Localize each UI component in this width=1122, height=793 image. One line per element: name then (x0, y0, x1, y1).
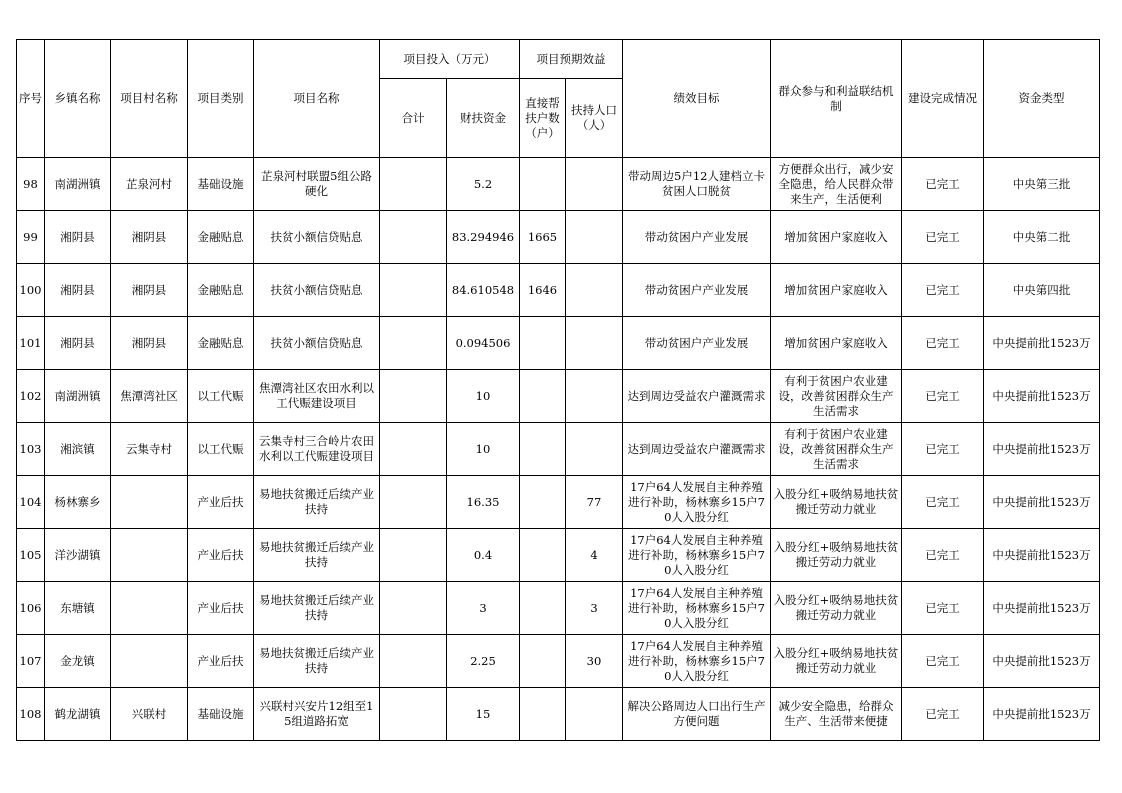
cell-people (566, 158, 623, 211)
mechanism-text: 增加贫困户家庭收入 (784, 335, 888, 350)
cell-mechanism (771, 476, 902, 529)
cell-village: 湘阴县 (111, 264, 188, 317)
table-row (17, 158, 1100, 211)
cell-category: 基础设施 (188, 688, 254, 741)
cell-category: 金融贴息 (188, 317, 254, 370)
header-total: 合计 (380, 79, 447, 158)
cell-project: 扶贫小额信贷贴息 (254, 317, 380, 370)
cell-households: 1665 (520, 211, 566, 264)
cell-people: 3 (566, 582, 623, 635)
cell-town: 南湖洲镇 (45, 370, 111, 423)
cell-village (111, 582, 188, 635)
cell-town: 东塘镇 (45, 582, 111, 635)
cell-households (520, 688, 566, 741)
cell-town: 鹤龙湖镇 (45, 688, 111, 741)
cell-project: 扶贫小额信贷贴息 (254, 264, 380, 317)
header-fund: 财扶资金 (447, 79, 520, 158)
cell-fund: 5.2 (447, 158, 520, 211)
cell-category: 以工代赈 (188, 423, 254, 476)
cell-category: 产业后扶 (188, 635, 254, 688)
cell-seq: 107 (17, 635, 45, 688)
header-fund-type: 资金类型 (984, 40, 1100, 158)
cell-seq: 100 (17, 264, 45, 317)
header-people: 扶持人口（人） (566, 79, 623, 158)
cell-households (520, 158, 566, 211)
cell-town: 南湖洲镇 (45, 158, 111, 211)
cell-seq: 99 (17, 211, 45, 264)
cell-category: 产业后扶 (188, 529, 254, 582)
cell-status: 已完工 (902, 688, 984, 741)
cell-fund-type: 中央提前批1523万 (984, 317, 1100, 370)
cell-people (566, 264, 623, 317)
cell-fund: 84.610548 (447, 264, 520, 317)
cell-status: 已完工 (902, 529, 984, 582)
cell-village: 兴联村 (111, 688, 188, 741)
cell-households (520, 317, 566, 370)
cell-households (520, 635, 566, 688)
cell-fund: 0.094506 (447, 317, 520, 370)
cell-total (380, 476, 447, 529)
cell-people (566, 688, 623, 741)
cell-town: 湘阴县 (45, 317, 111, 370)
header-goal: 绩效目标 (623, 40, 771, 158)
table-body (17, 158, 1100, 741)
cell-village: 焦潭湾社区 (111, 370, 188, 423)
cell-mechanism (771, 158, 902, 211)
cell-village: 湘阴县 (111, 317, 188, 370)
cell-people (566, 423, 623, 476)
cell-mechanism (771, 582, 902, 635)
cell-village: 芷泉河村 (111, 158, 188, 211)
cell-seq: 103 (17, 423, 45, 476)
cell-fund: 10 (447, 423, 520, 476)
cell-status: 已完工 (902, 264, 984, 317)
cell-households: 1646 (520, 264, 566, 317)
cell-mechanism (771, 529, 902, 582)
cell-households (520, 476, 566, 529)
cell-goal: 17户64人发展自主种养殖进行补助，杨林寨乡15户70人入股分红 (623, 476, 771, 529)
cell-goal: 带动贫困户产业发展 (623, 264, 771, 317)
cell-category: 基础设施 (188, 158, 254, 211)
cell-total (380, 688, 447, 741)
header-village: 项目村名称 (111, 40, 188, 158)
cell-seq: 102 (17, 370, 45, 423)
table-row (17, 264, 1100, 317)
cell-town: 湘阴县 (45, 264, 111, 317)
cell-fund-type: 中央第二批 (984, 211, 1100, 264)
mechanism-text: 入股分红+吸纳易地扶贫搬迁劳动力就业 (773, 540, 899, 569)
cell-people: 4 (566, 529, 623, 582)
cell-town: 湘阴县 (45, 211, 111, 264)
cell-status: 已完工 (902, 423, 984, 476)
cell-total (380, 423, 447, 476)
cell-town: 洋沙湖镇 (45, 529, 111, 582)
cell-category: 以工代赈 (188, 370, 254, 423)
cell-goal: 17户64人发展自主种养殖进行补助，杨林寨乡15户70人入股分红 (623, 635, 771, 688)
cell-households (520, 529, 566, 582)
header-category: 项目类别 (188, 40, 254, 158)
cell-fund: 3 (447, 582, 520, 635)
cell-people: 30 (566, 635, 623, 688)
cell-households (520, 370, 566, 423)
cell-fund-type: 中央提前批1523万 (984, 423, 1100, 476)
cell-status: 已完工 (902, 211, 984, 264)
cell-status: 已完工 (902, 370, 984, 423)
header-mechanism: 群众参与和利益联结机制 (771, 40, 902, 158)
cell-goal: 解决公路周边人口出行生产方便问题 (623, 688, 771, 741)
cell-fund-type: 中央第三批 (984, 158, 1100, 211)
cell-mechanism (771, 370, 902, 423)
mechanism-text: 入股分红+吸纳易地扶贫搬迁劳动力就业 (773, 487, 899, 516)
cell-project: 兴联村兴安片12组至15组道路拓宽 (254, 688, 380, 741)
cell-fund: 83.294946 (447, 211, 520, 264)
cell-fund: 2.25 (447, 635, 520, 688)
cell-goal: 17户64人发展自主种养殖进行补助，杨林寨乡15户70人入股分红 (623, 582, 771, 635)
table-row (17, 476, 1100, 529)
cell-fund-type: 中央提前批1523万 (984, 582, 1100, 635)
cell-village (111, 635, 188, 688)
cell-total (380, 529, 447, 582)
cell-project: 易地扶贫搬迁后续产业扶持 (254, 476, 380, 529)
cell-category: 金融贴息 (188, 264, 254, 317)
cell-people (566, 317, 623, 370)
cell-fund-type: 中央提前批1523万 (984, 688, 1100, 741)
cell-total (380, 582, 447, 635)
cell-fund: 15 (447, 688, 520, 741)
cell-status: 已完工 (902, 582, 984, 635)
cell-total (380, 370, 447, 423)
cell-total (380, 158, 447, 211)
cell-fund-type: 中央第四批 (984, 264, 1100, 317)
cell-village (111, 476, 188, 529)
cell-town: 杨林寨乡 (45, 476, 111, 529)
cell-households (520, 582, 566, 635)
cell-status: 已完工 (902, 317, 984, 370)
header-investment: 项目投入（万元） (380, 40, 520, 79)
cell-goal: 17户64人发展自主种养殖进行补助，杨林寨乡15户70人入股分红 (623, 529, 771, 582)
cell-town: 金龙镇 (45, 635, 111, 688)
cell-seq: 98 (17, 158, 45, 211)
mechanism-text: 增加贫困户家庭收入 (784, 229, 888, 244)
cell-people: 77 (566, 476, 623, 529)
table-row (17, 317, 1100, 370)
cell-total (380, 211, 447, 264)
cell-status: 已完工 (902, 635, 984, 688)
cell-category: 产业后扶 (188, 476, 254, 529)
cell-mechanism (771, 264, 902, 317)
cell-project: 云集寺村三合岭片农田水利以工代赈建设项目 (254, 423, 380, 476)
table-row (17, 688, 1100, 741)
cell-goal: 达到周边受益农户灌溉需求 (623, 423, 771, 476)
cell-fund-type: 中央提前批1523万 (984, 370, 1100, 423)
cell-status: 已完工 (902, 158, 984, 211)
table-row (17, 370, 1100, 423)
cell-seq: 108 (17, 688, 45, 741)
cell-project: 易地扶贫搬迁后续产业扶持 (254, 529, 380, 582)
cell-households (520, 423, 566, 476)
cell-seq: 106 (17, 582, 45, 635)
cell-total (380, 635, 447, 688)
mechanism-text: 增加贫困户家庭收入 (784, 282, 888, 297)
cell-goal: 带动贫困户产业发展 (623, 317, 771, 370)
cell-mechanism (771, 211, 902, 264)
cell-mechanism (771, 688, 902, 741)
table-row (17, 529, 1100, 582)
cell-category: 金融贴息 (188, 211, 254, 264)
cell-fund-type: 中央提前批1523万 (984, 635, 1100, 688)
cell-fund: 16.35 (447, 476, 520, 529)
header-town: 乡镇名称 (45, 40, 111, 158)
cell-fund: 0.4 (447, 529, 520, 582)
mechanism-text: 入股分红+吸纳易地扶贫搬迁劳动力就业 (773, 646, 899, 675)
mechanism-text: 方便群众出行，减少安全隐患，给人民群众带来生产，生活便利 (778, 161, 894, 206)
cell-town: 湘滨镇 (45, 423, 111, 476)
cell-goal: 带动贫困户产业发展 (623, 211, 771, 264)
project-table (16, 39, 1100, 741)
cell-fund-type: 中央提前批1523万 (984, 476, 1100, 529)
cell-people (566, 370, 623, 423)
table-row (17, 635, 1100, 688)
cell-village: 湘阴县 (111, 211, 188, 264)
table-row (17, 582, 1100, 635)
cell-goal: 带动周边5户12人建档立卡贫困人口脱贫 (623, 158, 771, 211)
cell-mechanism (771, 423, 902, 476)
cell-total (380, 317, 447, 370)
cell-project: 芷泉河村联盟5组公路硬化 (254, 158, 380, 211)
cell-village (111, 529, 188, 582)
cell-goal: 达到周边受益农户灌溉需求 (623, 370, 771, 423)
mechanism-text: 有利于贫困户农业建设，改善贫困群众生产生活需求 (778, 426, 894, 471)
header-project: 项目名称 (254, 40, 380, 158)
cell-fund: 10 (447, 370, 520, 423)
table-row (17, 423, 1100, 476)
header-seq: 序号 (17, 40, 45, 158)
cell-category: 产业后扶 (188, 582, 254, 635)
cell-mechanism (771, 635, 902, 688)
table-row (17, 211, 1100, 264)
cell-fund-type: 中央提前批1523万 (984, 529, 1100, 582)
header-benefit: 项目预期效益 (520, 40, 623, 79)
cell-project: 易地扶贫搬迁后续产业扶持 (254, 582, 380, 635)
cell-village: 云集寺村 (111, 423, 188, 476)
mechanism-text: 有利于贫困户农业建设，改善贫困群众生产生活需求 (778, 373, 894, 418)
mechanism-text: 减少安全隐患，给群众生产、生活带来便捷 (778, 699, 894, 728)
header-status: 建设完成情况 (902, 40, 984, 158)
cell-people (566, 211, 623, 264)
cell-total (380, 264, 447, 317)
cell-status: 已完工 (902, 476, 984, 529)
cell-project: 焦潭湾社区农田水利以工代赈建设项目 (254, 370, 380, 423)
mechanism-text: 入股分红+吸纳易地扶贫搬迁劳动力就业 (773, 593, 899, 622)
cell-seq: 101 (17, 317, 45, 370)
cell-seq: 105 (17, 529, 45, 582)
cell-mechanism (771, 317, 902, 370)
cell-project: 扶贫小额信贷贴息 (254, 211, 380, 264)
header-households: 直接帮扶户数（户） (520, 79, 566, 158)
cell-seq: 104 (17, 476, 45, 529)
cell-project: 易地扶贫搬迁后续产业扶持 (254, 635, 380, 688)
